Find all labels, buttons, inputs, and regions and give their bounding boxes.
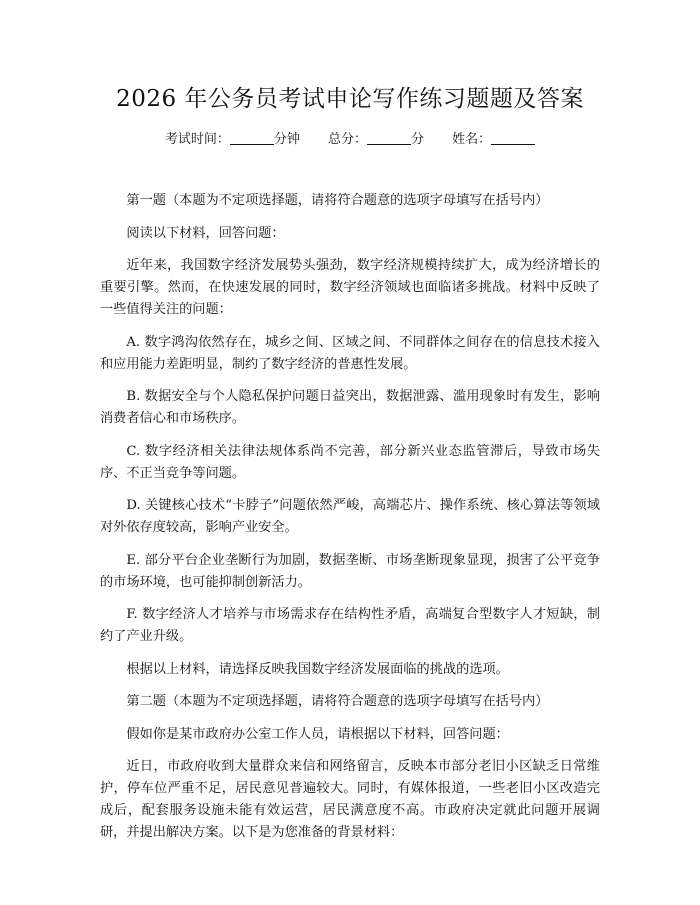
exam-time-blank[interactable] <box>230 130 274 145</box>
exam-body <box>100 190 600 855</box>
q1-question: 根据以上材料，请选择反映我国数字经济发展面临的挑战的选项。 <box>126 661 509 677</box>
q1-option-b: B. 数据安全与个人隐私保护问题日益突出，数据泄露、滥用现象时有发生，影响消费者信心和市场秩序。 <box>100 389 600 426</box>
q1-material: 近年来，我国数字经济发展势头强劲，数字经济规模持续扩大，成为经济增长的重要引擎。然而，在快速发展的同时，数字经济领域也面临诸多挑战。材料中反映了一些值得关注的问题： <box>100 258 600 317</box>
q2-material: 近日，市政府收到大量群众来信和网络留言，反映本市部分老旧小区缺乏日常维护，停车位严重不足，居民意见普遍较大。同时，有媒体报道，一些老旧小区改造完成后，配套服务设施未能有效运营，居民满意度不高。市政府决定就此问题开展调研，并提出解决方案。以下是为您准备的背景材料： <box>100 759 600 840</box>
exam-time-unit: 分钟 <box>273 132 300 147</box>
exam-time-label: 考试时间： <box>164 132 230 147</box>
q1-option-e: E. 部分平台企业垄断行为加剧，数据垄断、市场垄断现象显现，损害了公平竞争的市场环境，也可能抑制创新活力。 <box>100 552 600 590</box>
page-title: 2026 年公务员考试申论写作练习题题及答案 <box>116 86 584 112</box>
total-score-info <box>328 132 424 147</box>
q1-option-c: C. 数字经济相关法律法规体系尚不完善，部分新兴业态监管滞后，导致市场失序、不正当竞争等问题。 <box>100 443 600 481</box>
exam-time-info <box>165 132 300 147</box>
exam-info-line <box>0 130 700 150</box>
q1-option-d: D. 关键核心技术“卡脖子”问题依然严峻，高端芯片、操作系统、核心算法等领域对外依存度较高，影响产业安全。 <box>100 498 600 535</box>
q1-option-a: A. 数字鸿沟依然存在，城乡之间、区域之间、不同群体之间存在的信息技术接入和应用能力差距明显，制约了数字经济的普惠性发展。 <box>100 334 600 372</box>
q1-heading: 第一题（本题为不定项选择题，请将符合题意的选项字母填写在括号内） <box>126 193 549 208</box>
total-score-blank[interactable] <box>367 130 411 145</box>
name-label: 姓名： <box>452 132 492 147</box>
name-blank[interactable] <box>491 130 535 145</box>
q2-heading: 第二题（本题为不定项选择题，请将符合题意的选项字母填写在括号内） <box>126 694 549 709</box>
total-score-unit: 分 <box>411 132 425 147</box>
q1-intro: 阅读以下材料，回答问题： <box>126 225 285 241</box>
q1-option-f: F. 数字经济人才培养与市场需求存在结构性矛盾，高端复合型数字人才短缺，制约了产业升级。 <box>100 607 600 644</box>
name-info <box>452 132 535 147</box>
total-score-label: 总分： <box>327 132 367 147</box>
q2-intro: 假如你是某市政府办公室工作人员，请根据以下材料，回答问题： <box>126 726 509 742</box>
